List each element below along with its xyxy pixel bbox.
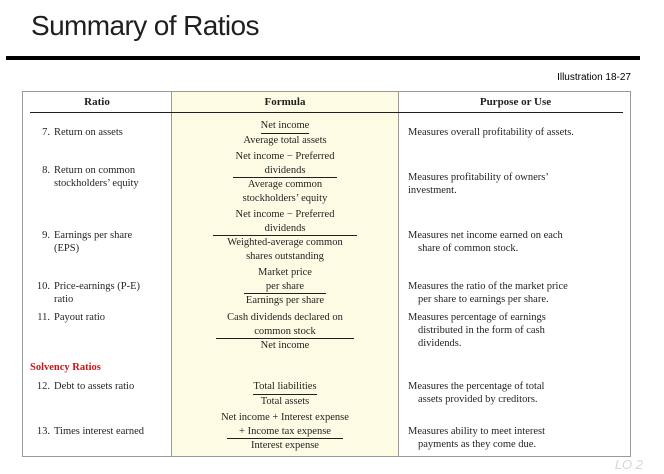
ratio-number: 12. (36, 381, 50, 392)
ratio-name (30, 311, 105, 324)
denominator: Earnings per share (245, 295, 325, 306)
purpose-line: assets provided by creditors. (418, 394, 538, 405)
header-rule (30, 112, 623, 113)
purpose-text (408, 280, 568, 306)
ratio-name (30, 164, 139, 190)
title-rule (6, 56, 640, 60)
ratio-number: 13. (36, 426, 50, 437)
numerator: per share (244, 280, 326, 295)
header-ratio: Ratio (84, 96, 110, 108)
purpose-line: Measures the ratio of the market price (408, 281, 568, 292)
ratio-number: 11. (37, 312, 50, 323)
purpose-text (408, 425, 545, 451)
numerator: Total liabilities (253, 380, 316, 395)
formula (172, 150, 398, 205)
slide-title: Summary of Ratios (31, 10, 259, 41)
formula (172, 208, 398, 263)
purpose-line: Measures ability to meet interest (408, 426, 546, 437)
ratio-number: 9. (42, 230, 50, 241)
numerator: Net income − Preferred (235, 209, 335, 220)
numerator: Net income − Preferred (235, 151, 335, 162)
formula (172, 266, 398, 308)
purpose-line: Measures profitability of owners’ (408, 172, 549, 183)
purpose-text (408, 126, 574, 139)
purpose-line: Measures percentage of earnings (408, 312, 546, 323)
ratio-name-line: ratio (54, 294, 74, 305)
numerator: dividends (233, 164, 338, 179)
numerator: Net income (261, 119, 310, 134)
section-heading-solvency: Solvency Ratios (30, 362, 101, 373)
ratio-name (30, 229, 132, 255)
purpose-line: payments as they come due. (418, 439, 537, 450)
formula (172, 380, 398, 408)
purpose-line: Measures overall profitability of assets. (408, 127, 574, 138)
formula (172, 311, 398, 353)
denominator: shares outstanding (246, 250, 324, 262)
ratio-number: 8. (42, 165, 50, 176)
purpose-text (408, 229, 563, 255)
purpose-line: Measures net income earned on each (408, 230, 563, 241)
ratio-name-line: Price-earnings (P-E) (54, 281, 141, 292)
column-divider-purpose (398, 92, 399, 456)
purpose-line: per share to earnings per share. (418, 294, 549, 305)
learning-objective-mark: LO 2 (614, 457, 643, 472)
ratio-name-line: Earnings per share (54, 230, 133, 241)
denominator: Total assets (260, 395, 310, 407)
denominator: Average common (247, 179, 323, 190)
numerator: dividends (213, 222, 358, 237)
ratio-number: 7. (42, 127, 50, 138)
denominator: stockholders’ equity (242, 192, 328, 204)
ratio-name (30, 126, 123, 139)
ratio-name-line: stockholders’ equity (54, 178, 139, 189)
ratio-name-line: Return on assets (54, 127, 123, 138)
denominator: Weighted-average common (227, 237, 343, 248)
purpose-text (408, 171, 549, 197)
formula (172, 411, 398, 453)
numerator: Market price (258, 267, 312, 278)
numerator: common stock (216, 325, 354, 340)
numerator: + Income tax expense (227, 425, 343, 440)
denominator: Interest expense (251, 440, 319, 451)
ratio-name-line: Times interest earned (54, 426, 145, 437)
ratio-number: 10. (36, 281, 50, 292)
ratio-name-line: (EPS) (54, 243, 80, 254)
purpose-line: Measures the percentage of total (408, 381, 545, 392)
denominator: Average total assets (243, 134, 327, 146)
ratio-summary-table (22, 91, 631, 457)
ratio-name-line: Debt to assets ratio (54, 381, 135, 392)
header-purpose: Purpose or Use (479, 96, 552, 108)
formula (172, 119, 398, 147)
header-formula: Formula (264, 96, 306, 108)
numerator: Net income + Interest expense (221, 412, 349, 423)
purpose-line: investment. (408, 185, 457, 196)
purpose-text (408, 311, 546, 350)
ratio-name (30, 280, 140, 306)
purpose-line: share of common stock. (418, 243, 519, 254)
ratio-name (30, 425, 144, 438)
denominator: Net income (260, 340, 310, 351)
ratio-name-line: Return on common (54, 165, 136, 176)
purpose-text (408, 380, 544, 406)
ratio-name-line: Payout ratio (54, 312, 106, 323)
ratio-name (30, 380, 134, 393)
illustration-label: Illustration 18-27 (557, 72, 631, 83)
purpose-line: dividends. (418, 338, 462, 349)
numerator: Cash dividends declared on (227, 312, 343, 323)
purpose-line: distributed in the form of cash (418, 325, 545, 336)
